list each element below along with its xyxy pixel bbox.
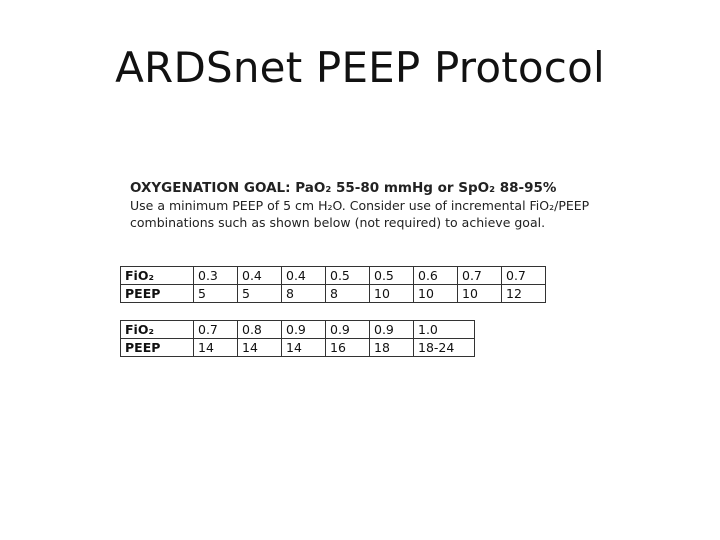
peep-row-label: PEEP xyxy=(121,285,194,303)
peep-row-label: PEEP xyxy=(121,339,194,357)
peep-cell: 18-24 xyxy=(414,339,475,357)
fio2-row xyxy=(121,267,546,285)
peep-cell: 14 xyxy=(194,339,238,357)
fio2-cell: 0.6 xyxy=(414,267,458,285)
peep-cell: 8 xyxy=(326,285,370,303)
fio2-cell: 0.7 xyxy=(458,267,502,285)
peep-cell: 10 xyxy=(370,285,414,303)
fio2-cell: 0.4 xyxy=(238,267,282,285)
fio2-cell: 0.5 xyxy=(370,267,414,285)
fio2-cell: 0.9 xyxy=(326,321,370,339)
fio2-cell: 1.0 xyxy=(414,321,475,339)
peep-cell: 10 xyxy=(414,285,458,303)
fio2-peep-table-higher xyxy=(120,320,475,357)
fio2-cell: 0.3 xyxy=(194,267,238,285)
fio2-peep-table-lower xyxy=(120,266,546,303)
fio2-row-label: FiO₂ xyxy=(121,267,194,285)
peep-cell: 10 xyxy=(458,285,502,303)
peep-cell: 5 xyxy=(194,285,238,303)
goal-instruction-line-1: Use a minimum PEEP of 5 cm H₂O. Consider use of incremental FiO₂/PEEP xyxy=(130,198,590,213)
oxygenation-goal-block xyxy=(130,180,610,231)
peep-cell: 18 xyxy=(370,339,414,357)
peep-cell: 12 xyxy=(502,285,546,303)
oxygenation-goal-heading: OXYGENATION GOAL: PaO₂ 55-80 mmHg or SpO₂ 88-95% xyxy=(130,180,557,196)
peep-cell: 14 xyxy=(238,339,282,357)
fio2-row-label: FiO₂ xyxy=(121,321,194,339)
fio2-cell: 0.4 xyxy=(282,267,326,285)
fio2-cell: 0.9 xyxy=(282,321,326,339)
peep-cell: 8 xyxy=(282,285,326,303)
fio2-cell: 0.8 xyxy=(238,321,282,339)
fio2-cell: 0.7 xyxy=(194,321,238,339)
peep-row xyxy=(121,339,475,357)
peep-row xyxy=(121,285,546,303)
peep-cell: 5 xyxy=(238,285,282,303)
fio2-cell: 0.5 xyxy=(326,267,370,285)
peep-cell: 16 xyxy=(326,339,370,357)
goal-instruction-line-2: combinations such as shown below (not required) to achieve goal. xyxy=(130,215,546,230)
slide-title: ARDSnet PEEP Protocol xyxy=(115,43,605,92)
fio2-row xyxy=(121,321,475,339)
fio2-cell: 0.9 xyxy=(370,321,414,339)
fio2-cell: 0.7 xyxy=(502,267,546,285)
peep-cell: 14 xyxy=(282,339,326,357)
